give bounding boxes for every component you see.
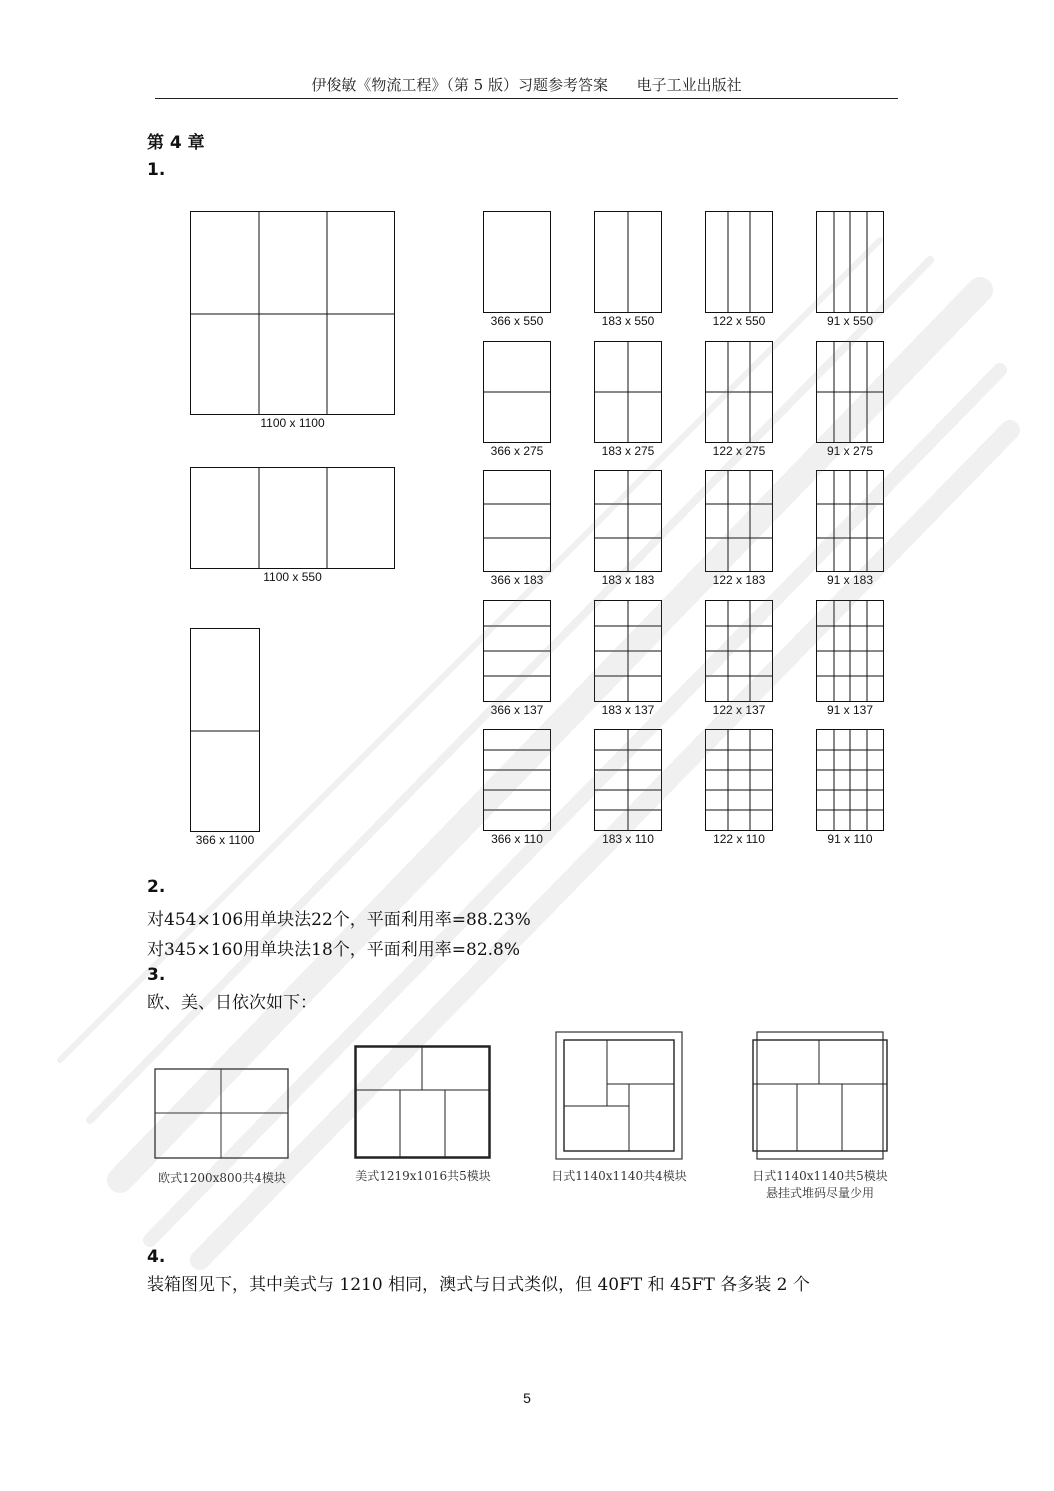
module-diagram xyxy=(483,211,551,313)
module-diagram xyxy=(705,211,773,313)
module-caption: 122 x 137 xyxy=(712,703,766,717)
module-diagram xyxy=(594,211,662,313)
module-caption: 91 x 137 xyxy=(826,703,874,717)
module-diagram xyxy=(594,600,662,702)
module-caption: 91 x 183 xyxy=(826,573,874,587)
module-diagram xyxy=(816,341,884,443)
module-caption: 183 x 183 xyxy=(601,573,655,587)
pallet-1100x1100-diagram xyxy=(190,211,395,415)
module-caption: 366 x 275 xyxy=(490,444,544,458)
question-3-label: 3. xyxy=(147,965,166,985)
module-caption: 183 x 550 xyxy=(601,314,655,328)
module-diagram xyxy=(816,470,884,572)
module-caption: 91 x 110 xyxy=(827,832,873,846)
pallet-366x1100-diagram xyxy=(190,628,260,832)
question-2-line-1: 对454×106用单块法22个，平面利用率=88.23% xyxy=(147,910,531,930)
module-diagram xyxy=(594,470,662,572)
module-diagram xyxy=(816,211,884,313)
chapter-title: 第 4 章 xyxy=(147,133,205,153)
module-diagram xyxy=(705,600,773,702)
module-caption: 122 x 275 xyxy=(712,444,766,458)
caption-japan-4-module: 日式1140x1140共4模块 xyxy=(551,1169,687,1183)
question-4-text: 装箱图见下，其中美式与 1210 相同，澳式与日式类似，但 40FT 和 45FT 各多装 2 个 xyxy=(147,1275,810,1295)
question-2-label: 2. xyxy=(147,877,166,897)
module-diagram xyxy=(483,470,551,572)
module-diagram xyxy=(483,600,551,702)
question-4-label: 4. xyxy=(147,1247,166,1267)
caption-366x1100: 366 x 1100 xyxy=(195,833,255,847)
pallet-1100x550-diagram xyxy=(190,467,395,569)
module-caption: 366 x 110 xyxy=(491,832,543,846)
module-diagram xyxy=(816,600,884,702)
caption-euro-pallet: 欧式1200x800共4模块 xyxy=(158,1171,286,1185)
caption-japan-5-module: 日式1140x1140共5模块 悬挂式堆码尽量少用 xyxy=(752,1169,888,1200)
module-caption: 183 x 137 xyxy=(601,703,655,717)
module-diagram xyxy=(705,729,773,831)
japan-pallet-4-module-diagram xyxy=(555,1031,683,1160)
caption-us-pallet: 美式1219x1016共5模块 xyxy=(355,1169,491,1183)
module-diagram xyxy=(705,470,773,572)
module-diagram xyxy=(594,341,662,443)
header-title: 伊俊敏《物流工程》（第 5 版）习题参考答案 xyxy=(311,76,608,94)
module-diagram xyxy=(594,729,662,831)
module-caption: 91 x 550 xyxy=(826,314,874,328)
module-diagram xyxy=(483,729,551,831)
caption-1100x1100: 1100 x 1100 xyxy=(260,416,325,430)
module-caption: 122 x 550 xyxy=(712,314,766,328)
module-diagram xyxy=(816,729,884,831)
question-2-line-2: 对345×160用单块法18个，平面利用率=82.8% xyxy=(147,940,521,960)
euro-pallet-diagram xyxy=(154,1068,290,1160)
question-1-label: 1. xyxy=(147,160,166,180)
us-pallet-diagram xyxy=(354,1045,492,1160)
module-caption: 366 x 550 xyxy=(490,314,544,328)
module-caption: 183 x 110 xyxy=(602,832,654,846)
module-caption: 183 x 275 xyxy=(601,444,655,458)
page-number: 5 xyxy=(523,1390,531,1406)
header-publisher: 电子工业出版社 xyxy=(636,76,742,94)
module-caption: 122 x 110 xyxy=(713,832,765,846)
caption-1100x550: 1100 x 550 xyxy=(263,570,322,584)
module-caption: 91 x 275 xyxy=(826,444,874,458)
module-diagram xyxy=(705,341,773,443)
module-diagram xyxy=(483,341,551,443)
page-header xyxy=(155,74,898,99)
japan-pallet-5-module-diagram xyxy=(752,1031,888,1160)
module-caption: 366 x 137 xyxy=(490,703,544,717)
module-caption: 122 x 183 xyxy=(712,573,766,587)
module-caption: 366 x 183 xyxy=(490,573,544,587)
question-3-intro: 欧、美、日依次如下： xyxy=(147,993,317,1013)
